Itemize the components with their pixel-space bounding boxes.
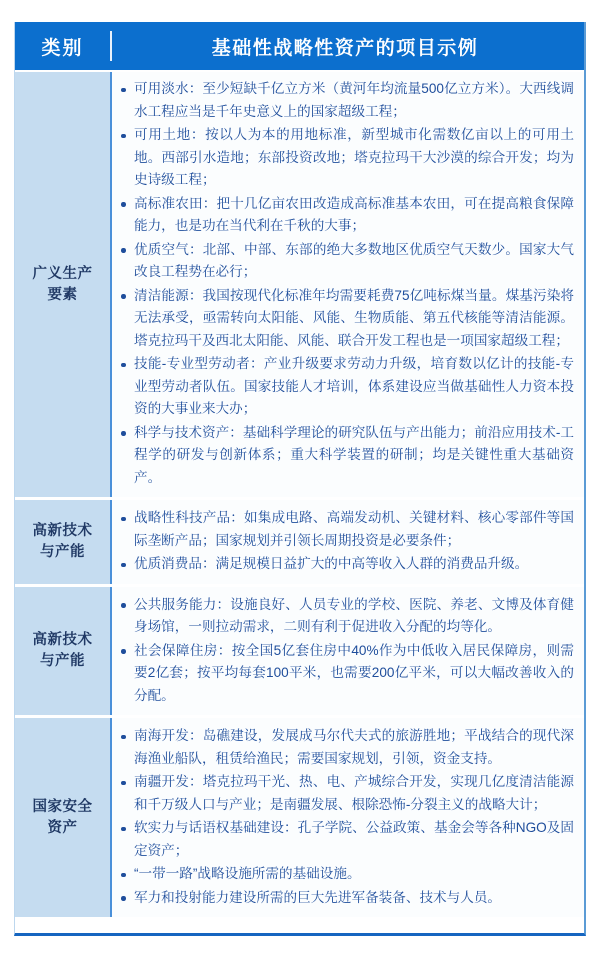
table-body (15, 70, 584, 917)
list-item: 高标准农田：把十几亿亩农田改造成高标准基本农田，可在提高粮食保障能力，也是功在当代利在千秋的大事； (118, 193, 574, 238)
table-row (15, 497, 584, 584)
table-row (15, 70, 584, 497)
row-category-label: 广义生产 要素 (15, 72, 110, 497)
list-item: 公共服务能力：设施良好、人员专业的学校、医院、养老、文博及体育健身场馆，一则拉动需求，二则有利于促进收入分配的均等化。 (118, 594, 574, 639)
row-category-label: 高新技术 与产能 (15, 587, 110, 716)
example-list (118, 725, 574, 909)
list-item: 可用土地：按以人为本的用地标准，新型城市化需数亿亩以上的可用土地。西部引水造地；东部投资改地；塔克拉玛干大沙漠的综合开发；均为史诗级工程； (118, 124, 574, 192)
example-list (118, 78, 574, 489)
example-list (118, 507, 574, 576)
table-row (15, 715, 584, 917)
list-item: 南海开发：岛礁建设，发展成马尔代夫式的旅游胜地；平战结合的现代深海渔业船队，租赁给渔民；需要国家规划，引领，资金支持。 (118, 725, 574, 770)
list-item: 清洁能源：我国按现代化标准年均需要耗费75亿吨标煤当量。煤基污染将无法承受，亟需转向太阳能、风能、生物质能、第五代核能等清洁能源。塔克拉玛干及西北太阳能、风能、联合开发工程也是一项国家超级工程； (118, 285, 574, 353)
example-list (118, 594, 574, 708)
row-category-label: 高新技术 与产能 (15, 500, 110, 584)
list-item: 软实力与话语权基础建设：孔子学院、公益政策、基金会等各种NGO及固定资产； (118, 817, 574, 862)
header-cell-examples: 基础性战略性资产的项目示例 (211, 37, 479, 59)
list-item: 优质消费品：满足规模日益扩大的中高等收入人群的消费品升级。 (118, 553, 574, 576)
row-examples-cell (112, 500, 584, 584)
list-item: 军力和投射能力建设所需的巨大先进军备装备、技术与人员。 (118, 887, 574, 910)
list-item: 优质空气：北部、中部、东部的绝大多数地区优质空气天数少。国家大气改良工程势在必行； (118, 239, 574, 284)
list-item: 技能-专业型劳动者：产业升级要求劳动力升级，培育数以亿计的技能-专业型劳动者队伍。国家技能人才培训，体系建设应当做基础性人力资本投资的大事业来大办； (118, 353, 574, 421)
list-item: 战略性科技产品：如集成电路、高端发动机、关键材料、核心零部件等国际垄断产品；国家规划并引领长周期投资是必要条件； (118, 507, 574, 552)
list-item: 科学与技术资产：基础科学理论的研究队伍与产出能力；前沿应用技术-工程学的研发与创新体系；重大科学装置的研制；均是关键性重大基础资产。 (118, 422, 574, 490)
row-examples-cell (112, 718, 584, 917)
table-header-row (15, 22, 584, 70)
row-examples-cell (112, 587, 584, 716)
list-item: 社会保障住房：按全国5亿套住房中40%作为中低收入居民保障房，则需要2亿套；按平均每套100平米，也需要200亿平米，可以大幅改善收入的分配。 (118, 640, 574, 708)
table-row (15, 584, 584, 716)
row-category-label: 国家安全 资产 (15, 718, 110, 917)
list-item: 可用淡水：至少短缺千亿立方米（黄河年均流量500亿立方米）。大西线调水工程应当是千年史意义上的国家超级工程； (118, 78, 574, 123)
row-examples-cell (112, 72, 584, 497)
list-item: 南疆开发：塔克拉玛干光、热、电、产城综合开发，实现几亿度清洁能源和千万级人口与产业；是南疆发展、根除恐怖-分裂主义的战略大计； (118, 771, 574, 816)
strategic-assets-table (14, 22, 586, 936)
header-cell-category: 类别 (41, 37, 84, 59)
list-item: “一带一路”战略设施所需的基础设施。 (118, 863, 574, 886)
